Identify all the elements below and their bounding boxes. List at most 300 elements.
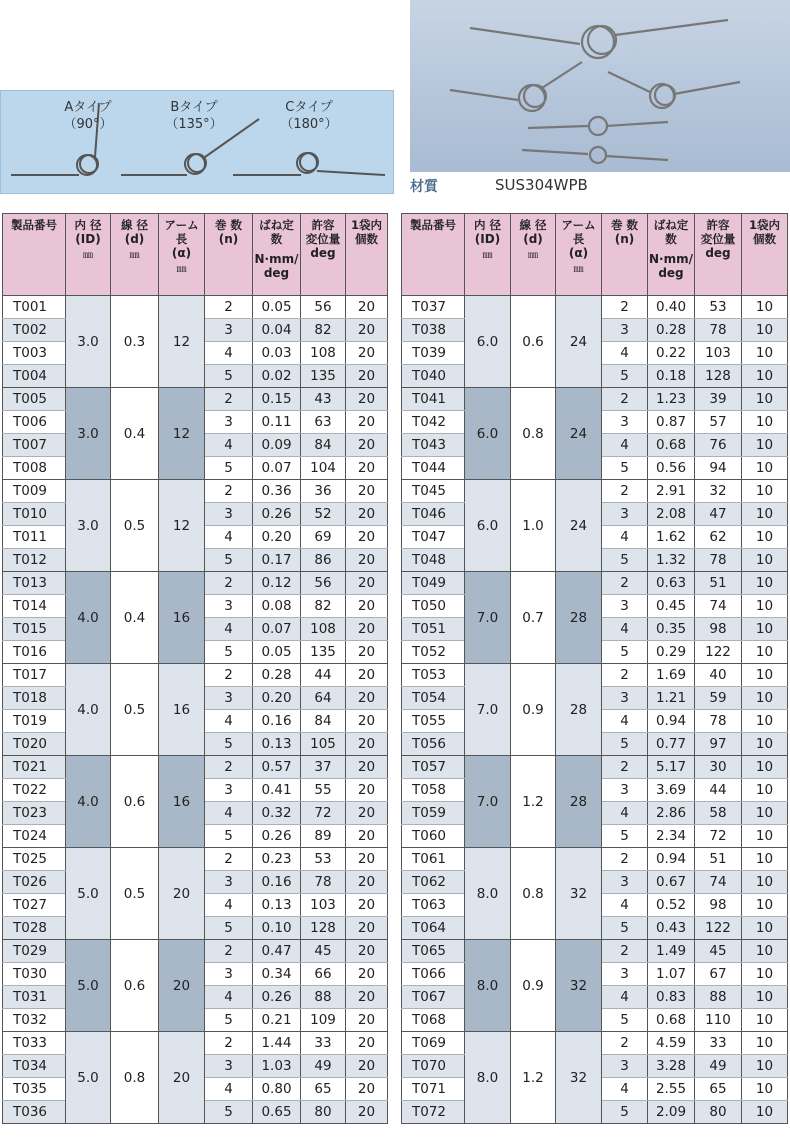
product-code: T003 xyxy=(3,342,66,365)
header-wire-diameter: 線 径 (d) ㎜ xyxy=(511,214,556,296)
allowable-displacement-value: 33 xyxy=(695,1032,742,1055)
inner-diameter-value: 3.0 xyxy=(66,296,111,388)
spring-constant-value: 0.63 xyxy=(648,572,695,595)
allowable-displacement-value: 37 xyxy=(301,756,346,779)
product-code: T030 xyxy=(3,963,66,986)
spring-constant-value: 1.03 xyxy=(253,1055,301,1078)
arm-length-value: 24 xyxy=(556,480,602,572)
allowable-displacement-value: 89 xyxy=(301,825,346,848)
product-code: T061 xyxy=(402,848,465,871)
allowable-displacement-value: 51 xyxy=(695,572,742,595)
allowable-displacement-value: 110 xyxy=(695,1009,742,1032)
spring-constant-value: 1.07 xyxy=(648,963,695,986)
turns-value: 2 xyxy=(602,664,648,687)
product-code: T034 xyxy=(3,1055,66,1078)
turns-value: 4 xyxy=(205,526,253,549)
turns-value: 5 xyxy=(602,1009,648,1032)
allowable-displacement-value: 39 xyxy=(695,388,742,411)
allowable-displacement-value: 53 xyxy=(695,296,742,319)
allowable-displacement-value: 135 xyxy=(301,365,346,388)
turns-value: 3 xyxy=(205,687,253,710)
pack-quantity-value: 20 xyxy=(346,825,388,848)
spring-constant-value: 0.21 xyxy=(253,1009,301,1032)
spring-constant-value: 5.17 xyxy=(648,756,695,779)
allowable-displacement-value: 33 xyxy=(301,1032,346,1055)
allowable-displacement-value: 97 xyxy=(695,733,742,756)
pack-quantity-value: 10 xyxy=(742,503,788,526)
pack-quantity-value: 20 xyxy=(346,802,388,825)
arm-length-value: 24 xyxy=(556,388,602,480)
inner-diameter-value: 3.0 xyxy=(66,388,111,480)
pack-quantity-value: 10 xyxy=(742,434,788,457)
pack-quantity-value: 10 xyxy=(742,480,788,503)
table-row xyxy=(3,480,388,503)
turns-value: 2 xyxy=(602,480,648,503)
turns-value: 3 xyxy=(205,503,253,526)
product-code: T050 xyxy=(402,595,465,618)
arm-length-value: 20 xyxy=(159,940,205,1032)
spring-constant-value: 0.52 xyxy=(648,894,695,917)
product-code: T026 xyxy=(3,871,66,894)
turns-value: 5 xyxy=(602,641,648,664)
turns-value: 2 xyxy=(602,388,648,411)
turns-value: 2 xyxy=(602,940,648,963)
turns-value: 4 xyxy=(205,894,253,917)
spring-constant-value: 0.09 xyxy=(253,434,301,457)
spring-constant-value: 0.32 xyxy=(253,802,301,825)
product-code: T036 xyxy=(3,1101,66,1124)
spring-constant-value: 0.68 xyxy=(648,434,695,457)
type-b-label: Bタイプ （135°） xyxy=(165,100,223,132)
allowable-displacement-value: 47 xyxy=(695,503,742,526)
spring-constant-value: 2.09 xyxy=(648,1101,695,1124)
spring-constant-value: 3.28 xyxy=(648,1055,695,1078)
turns-value: 5 xyxy=(205,641,253,664)
product-code: T048 xyxy=(402,549,465,572)
wire-diameter-value: 1.2 xyxy=(511,756,556,848)
product-code: T053 xyxy=(402,664,465,687)
arm-length-value: 16 xyxy=(159,664,205,756)
spring-constant-value: 0.16 xyxy=(253,710,301,733)
allowable-displacement-value: 40 xyxy=(695,664,742,687)
pack-quantity-value: 20 xyxy=(346,388,388,411)
product-code: T059 xyxy=(402,802,465,825)
turns-value: 5 xyxy=(602,733,648,756)
product-code: T017 xyxy=(3,664,66,687)
product-code: T058 xyxy=(402,779,465,802)
inner-diameter-value: 3.0 xyxy=(66,480,111,572)
allowable-displacement-value: 62 xyxy=(695,526,742,549)
turns-value: 2 xyxy=(205,756,253,779)
spring-constant-value: 0.67 xyxy=(648,871,695,894)
spring-constant-value: 0.20 xyxy=(253,526,301,549)
header-allowable-displacement: 許容 変位量 deg xyxy=(301,214,346,296)
turns-value: 3 xyxy=(205,411,253,434)
table-row xyxy=(3,664,388,687)
spring-constant-value: 1.21 xyxy=(648,687,695,710)
pack-quantity-value: 20 xyxy=(346,434,388,457)
pack-quantity-value: 10 xyxy=(742,457,788,480)
inner-diameter-value: 7.0 xyxy=(465,572,511,664)
turns-value: 5 xyxy=(205,733,253,756)
allowable-displacement-value: 32 xyxy=(695,480,742,503)
spring-constant-value: 0.94 xyxy=(648,848,695,871)
pack-quantity-value: 10 xyxy=(742,572,788,595)
allowable-displacement-value: 43 xyxy=(301,388,346,411)
product-code: T027 xyxy=(3,894,66,917)
inner-diameter-value: 8.0 xyxy=(465,848,511,940)
spring-constant-value: 0.47 xyxy=(253,940,301,963)
turns-value: 4 xyxy=(205,342,253,365)
spring-constant-value: 0.15 xyxy=(253,388,301,411)
table-row xyxy=(402,1032,788,1055)
spring-constant-value: 2.86 xyxy=(648,802,695,825)
spring-constant-value: 0.23 xyxy=(253,848,301,871)
pack-quantity-value: 10 xyxy=(742,894,788,917)
spring-constant-value: 0.77 xyxy=(648,733,695,756)
allowable-displacement-value: 57 xyxy=(695,411,742,434)
allowable-displacement-value: 103 xyxy=(301,894,346,917)
product-code: T045 xyxy=(402,480,465,503)
product-code: T070 xyxy=(402,1055,465,1078)
table-row xyxy=(402,388,788,411)
allowable-displacement-value: 66 xyxy=(301,963,346,986)
turns-value: 4 xyxy=(602,1078,648,1101)
allowable-displacement-value: 65 xyxy=(301,1078,346,1101)
spring-constant-value: 0.18 xyxy=(648,365,695,388)
product-code: T020 xyxy=(3,733,66,756)
product-code: T064 xyxy=(402,917,465,940)
pack-quantity-value: 10 xyxy=(742,342,788,365)
inner-diameter-value: 8.0 xyxy=(465,940,511,1032)
turns-value: 5 xyxy=(205,917,253,940)
inner-diameter-value: 5.0 xyxy=(66,848,111,940)
turns-value: 3 xyxy=(205,779,253,802)
turns-value: 3 xyxy=(602,319,648,342)
product-code: T014 xyxy=(3,595,66,618)
pack-quantity-value: 20 xyxy=(346,296,388,319)
spring-constant-value: 1.32 xyxy=(648,549,695,572)
turns-value: 2 xyxy=(205,572,253,595)
product-code: T040 xyxy=(402,365,465,388)
turns-value: 4 xyxy=(602,434,648,457)
product-code: T018 xyxy=(3,687,66,710)
allowable-displacement-value: 108 xyxy=(301,342,346,365)
product-code: T041 xyxy=(402,388,465,411)
product-code: T038 xyxy=(402,319,465,342)
inner-diameter-value: 4.0 xyxy=(66,756,111,848)
allowable-displacement-value: 84 xyxy=(301,710,346,733)
allowable-displacement-value: 98 xyxy=(695,894,742,917)
pack-quantity-value: 10 xyxy=(742,664,788,687)
allowable-displacement-value: 94 xyxy=(695,457,742,480)
allowable-displacement-value: 128 xyxy=(695,365,742,388)
header-arm-length: アーム長 (α) ㎜ xyxy=(159,214,205,296)
pack-quantity-value: 20 xyxy=(346,687,388,710)
pack-quantity-value: 20 xyxy=(346,365,388,388)
turns-value: 3 xyxy=(602,411,648,434)
spring-constant-value: 0.41 xyxy=(253,779,301,802)
table-row xyxy=(402,480,788,503)
allowable-displacement-value: 78 xyxy=(301,871,346,894)
spring-constant-value: 0.04 xyxy=(253,319,301,342)
table-row xyxy=(3,388,388,411)
table-row xyxy=(3,940,388,963)
allowable-displacement-value: 78 xyxy=(695,319,742,342)
wire-diameter-value: 0.9 xyxy=(511,940,556,1032)
wire-diameter-value: 1.2 xyxy=(511,1032,556,1124)
product-code: T057 xyxy=(402,756,465,779)
product-code: T001 xyxy=(3,296,66,319)
product-code: T005 xyxy=(3,388,66,411)
product-code: T025 xyxy=(3,848,66,871)
product-code: T010 xyxy=(3,503,66,526)
turns-value: 2 xyxy=(602,1032,648,1055)
inner-diameter-value: 6.0 xyxy=(465,296,511,388)
pack-quantity-value: 10 xyxy=(742,779,788,802)
allowable-displacement-value: 69 xyxy=(301,526,346,549)
allowable-displacement-value: 109 xyxy=(301,1009,346,1032)
product-code: T002 xyxy=(3,319,66,342)
header-allowable-displacement: 許容 変位量 deg xyxy=(695,214,742,296)
turns-value: 5 xyxy=(205,825,253,848)
pack-quantity-value: 10 xyxy=(742,411,788,434)
product-code: T037 xyxy=(402,296,465,319)
header-arm-length: アーム長 (α) ㎜ xyxy=(556,214,602,296)
pack-quantity-value: 10 xyxy=(742,848,788,871)
inner-diameter-value: 6.0 xyxy=(465,388,511,480)
spec-table-left xyxy=(2,213,388,1124)
pack-quantity-value: 10 xyxy=(742,733,788,756)
table-row xyxy=(3,296,388,319)
product-code: T029 xyxy=(3,940,66,963)
arm-length-value: 20 xyxy=(159,1032,205,1124)
product-code: T067 xyxy=(402,986,465,1009)
header-wire-diameter: 線 径 (d) ㎜ xyxy=(111,214,159,296)
spring-constant-value: 0.87 xyxy=(648,411,695,434)
allowable-displacement-value: 59 xyxy=(695,687,742,710)
header-inner-diameter: 内 径 (ID) ㎜ xyxy=(465,214,511,296)
product-code: T024 xyxy=(3,825,66,848)
product-code: T035 xyxy=(3,1078,66,1101)
wire-diameter-value: 0.5 xyxy=(111,848,159,940)
spring-constant-value: 0.26 xyxy=(253,986,301,1009)
pack-quantity-value: 10 xyxy=(742,963,788,986)
product-code: T033 xyxy=(3,1032,66,1055)
turns-value: 4 xyxy=(602,894,648,917)
product-code: T028 xyxy=(3,917,66,940)
pack-quantity-value: 10 xyxy=(742,296,788,319)
inner-diameter-value: 5.0 xyxy=(66,1032,111,1124)
product-code: T056 xyxy=(402,733,465,756)
table-row xyxy=(402,756,788,779)
allowable-displacement-value: 74 xyxy=(695,871,742,894)
turns-value: 3 xyxy=(602,871,648,894)
table-row xyxy=(402,296,788,319)
turns-value: 5 xyxy=(205,457,253,480)
wire-diameter-value: 0.6 xyxy=(111,756,159,848)
turns-value: 2 xyxy=(602,572,648,595)
allowable-displacement-value: 88 xyxy=(301,986,346,1009)
spring-constant-value: 0.43 xyxy=(648,917,695,940)
table-row xyxy=(3,848,388,871)
pack-quantity-value: 20 xyxy=(346,342,388,365)
turns-value: 5 xyxy=(205,1101,253,1124)
header-spring-constant: ばね定数 N·mm/ deg xyxy=(648,214,695,296)
product-code: T012 xyxy=(3,549,66,572)
wire-diameter-value: 0.9 xyxy=(511,664,556,756)
pack-quantity-value: 20 xyxy=(346,710,388,733)
pack-quantity-value: 20 xyxy=(346,411,388,434)
allowable-displacement-value: 56 xyxy=(301,296,346,319)
product-code: T044 xyxy=(402,457,465,480)
pack-quantity-value: 10 xyxy=(742,756,788,779)
turns-value: 5 xyxy=(602,825,648,848)
product-code: T052 xyxy=(402,641,465,664)
spring-constant-value: 0.26 xyxy=(253,825,301,848)
allowable-displacement-value: 58 xyxy=(695,802,742,825)
pack-quantity-value: 20 xyxy=(346,549,388,572)
arm-length-value: 20 xyxy=(159,848,205,940)
spring-constant-value: 1.62 xyxy=(648,526,695,549)
arm-length-value: 16 xyxy=(159,572,205,664)
allowable-displacement-value: 108 xyxy=(301,618,346,641)
table-header-left xyxy=(3,214,388,296)
spring-constant-value: 0.83 xyxy=(648,986,695,1009)
product-code: T021 xyxy=(3,756,66,779)
wire-diameter-value: 0.8 xyxy=(511,388,556,480)
allowable-displacement-value: 53 xyxy=(301,848,346,871)
spring-types-panel xyxy=(0,90,394,194)
pack-quantity-value: 10 xyxy=(742,365,788,388)
allowable-displacement-value: 86 xyxy=(301,549,346,572)
allowable-displacement-value: 56 xyxy=(301,572,346,595)
arm-length-value: 32 xyxy=(556,940,602,1032)
allowable-displacement-value: 84 xyxy=(301,434,346,457)
allowable-displacement-value: 65 xyxy=(695,1078,742,1101)
table-row xyxy=(402,664,788,687)
spring-constant-value: 0.05 xyxy=(253,296,301,319)
turns-value: 3 xyxy=(205,1055,253,1078)
spring-constant-value: 0.56 xyxy=(648,457,695,480)
allowable-displacement-value: 135 xyxy=(301,641,346,664)
table-body-left xyxy=(3,296,388,1124)
pack-quantity-value: 20 xyxy=(346,319,388,342)
product-code: T060 xyxy=(402,825,465,848)
spring-constant-value: 0.29 xyxy=(648,641,695,664)
arm-length-value: 32 xyxy=(556,848,602,940)
inner-diameter-value: 8.0 xyxy=(465,1032,511,1124)
header-pack-quantity: 1袋内 個数 xyxy=(346,214,388,296)
pack-quantity-value: 10 xyxy=(742,825,788,848)
spring-constant-value: 0.45 xyxy=(648,595,695,618)
spring-constant-value: 0.22 xyxy=(648,342,695,365)
pack-quantity-value: 20 xyxy=(346,1032,388,1055)
allowable-displacement-value: 52 xyxy=(301,503,346,526)
inner-diameter-value: 6.0 xyxy=(465,480,511,572)
spring-constant-value: 0.35 xyxy=(648,618,695,641)
allowable-displacement-value: 98 xyxy=(695,618,742,641)
arm-length-value: 28 xyxy=(556,572,602,664)
wire-diameter-value: 0.8 xyxy=(111,1032,159,1124)
allowable-displacement-value: 80 xyxy=(301,1101,346,1124)
allowable-displacement-value: 72 xyxy=(301,802,346,825)
header-turns: 巻 数 (n) xyxy=(205,214,253,296)
allowable-displacement-value: 82 xyxy=(301,319,346,342)
turns-value: 3 xyxy=(602,503,648,526)
turns-value: 3 xyxy=(602,687,648,710)
header-inner-diameter: 内 径 (ID) ㎜ xyxy=(66,214,111,296)
spring-constant-value: 0.03 xyxy=(253,342,301,365)
allowable-displacement-value: 51 xyxy=(695,848,742,871)
spring-constant-value: 0.10 xyxy=(253,917,301,940)
wire-diameter-value: 0.4 xyxy=(111,572,159,664)
table-row xyxy=(402,848,788,871)
allowable-displacement-value: 64 xyxy=(301,687,346,710)
allowable-displacement-value: 45 xyxy=(301,940,346,963)
turns-value: 3 xyxy=(602,963,648,986)
header-code: 製品番号 xyxy=(3,214,66,296)
allowable-displacement-value: 88 xyxy=(695,986,742,1009)
pack-quantity-value: 20 xyxy=(346,917,388,940)
spring-constant-value: 0.94 xyxy=(648,710,695,733)
allowable-displacement-value: 36 xyxy=(301,480,346,503)
pack-quantity-value: 20 xyxy=(346,526,388,549)
turns-value: 5 xyxy=(602,549,648,572)
wire-diameter-value: 0.3 xyxy=(111,296,159,388)
wire-diameter-value: 0.6 xyxy=(111,940,159,1032)
product-code: T065 xyxy=(402,940,465,963)
pack-quantity-value: 20 xyxy=(346,779,388,802)
arm-length-value: 16 xyxy=(159,756,205,848)
spring-constant-value: 0.17 xyxy=(253,549,301,572)
product-code: T072 xyxy=(402,1101,465,1124)
spring-constant-value: 0.12 xyxy=(253,572,301,595)
allowable-displacement-value: 63 xyxy=(301,411,346,434)
inner-diameter-value: 7.0 xyxy=(465,756,511,848)
turns-value: 2 xyxy=(205,296,253,319)
allowable-displacement-value: 103 xyxy=(695,342,742,365)
pack-quantity-value: 20 xyxy=(346,595,388,618)
turns-value: 4 xyxy=(602,526,648,549)
turns-value: 5 xyxy=(205,365,253,388)
pack-quantity-value: 20 xyxy=(346,986,388,1009)
pack-quantity-value: 10 xyxy=(742,871,788,894)
arm-length-value: 24 xyxy=(556,296,602,388)
product-code: T032 xyxy=(3,1009,66,1032)
wire-diameter-value: 0.5 xyxy=(111,664,159,756)
pack-quantity-value: 20 xyxy=(346,618,388,641)
spring-constant-value: 0.65 xyxy=(253,1101,301,1124)
turns-value: 3 xyxy=(205,595,253,618)
spring-constant-value: 0.05 xyxy=(253,641,301,664)
spec-table-right xyxy=(401,213,788,1124)
spring-constant-value: 0.34 xyxy=(253,963,301,986)
spring-constant-value: 1.44 xyxy=(253,1032,301,1055)
wire-diameter-value: 1.0 xyxy=(511,480,556,572)
turns-value: 4 xyxy=(205,434,253,457)
spring-constant-value: 0.11 xyxy=(253,411,301,434)
arm-length-value: 28 xyxy=(556,756,602,848)
header-code: 製品番号 xyxy=(402,214,465,296)
spring-constant-value: 0.07 xyxy=(253,457,301,480)
product-code: T006 xyxy=(3,411,66,434)
product-photo xyxy=(410,0,790,172)
pack-quantity-value: 20 xyxy=(346,848,388,871)
pack-quantity-value: 10 xyxy=(742,618,788,641)
spring-constant-value: 0.57 xyxy=(253,756,301,779)
table-row xyxy=(3,756,388,779)
